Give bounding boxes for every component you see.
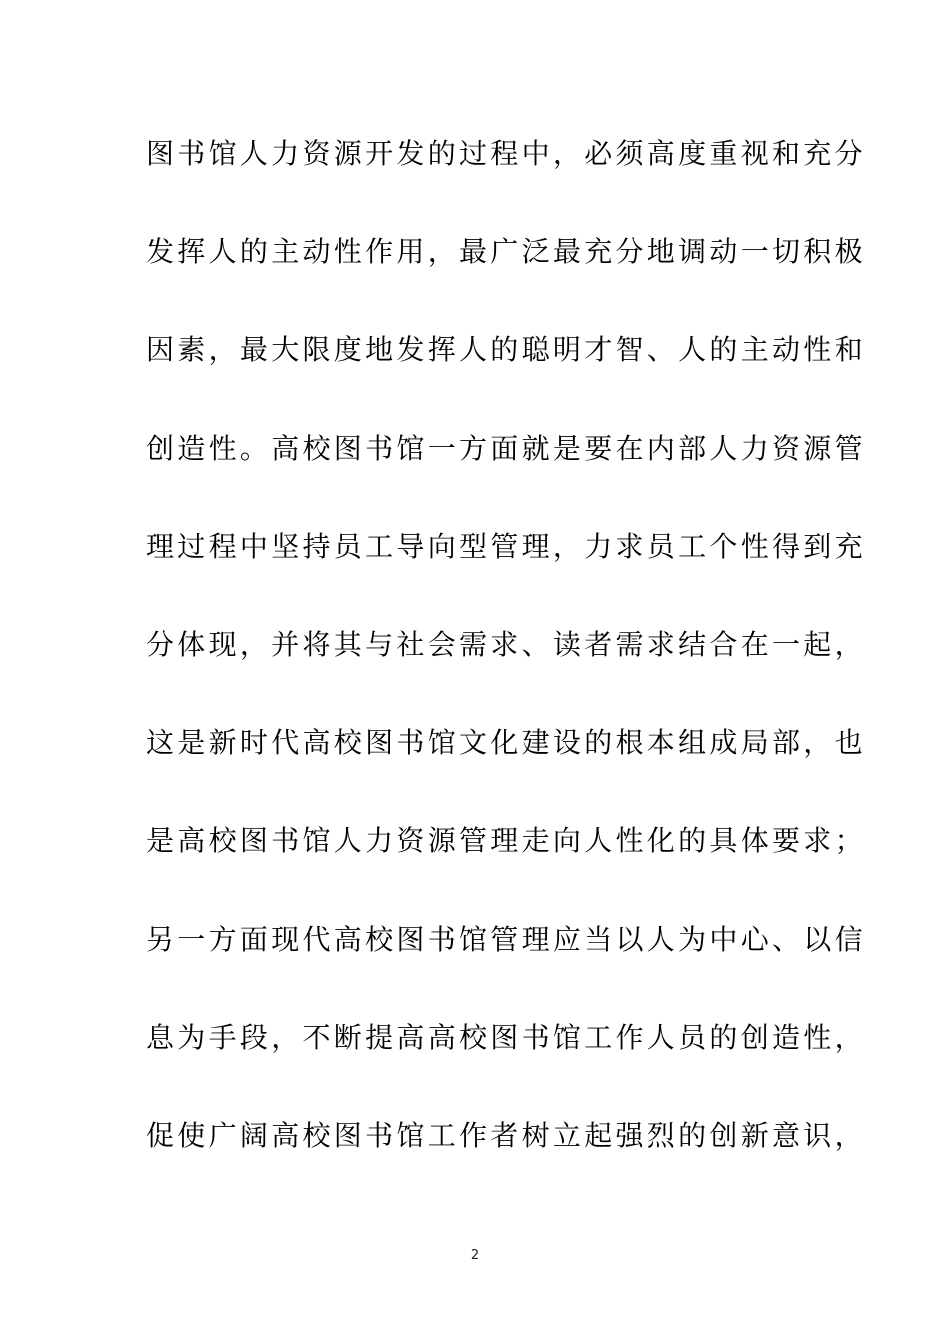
text-line: 促使广阔高校图书馆工作者树立起强烈的创新意识， xyxy=(146,1118,866,1152)
text-line: 息为手段，不断提高高校图书馆工作人员的创造性， xyxy=(146,1020,866,1054)
text-line: 这是新时代高校图书馆文化建设的根本组成局部，也 xyxy=(146,726,866,760)
text-line: 图书馆人力资源开发的过程中，必须高度重视和充分 xyxy=(146,137,866,170)
page-number: 2 xyxy=(470,1248,480,1263)
body-text xyxy=(146,125,866,1205)
text-line: 因素，最大限度地发挥人的聪明才智、人的主动性和 xyxy=(146,333,866,367)
text-line: 理过程中坚持员工导向型管理，力求员工个性得到充 xyxy=(146,529,866,563)
text-line: 另一方面现代高校图书馆管理应当以人为中心、以信 xyxy=(146,922,866,956)
text-line: 创造性。高校图书馆一方面就是要在内部人力资源管 xyxy=(146,431,866,465)
text-line: 发挥人的主动性作用，最广泛最充分地调动一切积极 xyxy=(146,235,866,269)
text-line: 是高校图书馆人力资源管理走向人性化的具体要求； xyxy=(146,824,866,858)
text-line: 分体现，并将其与社会需求、读者需求结合在一起， xyxy=(146,627,866,661)
